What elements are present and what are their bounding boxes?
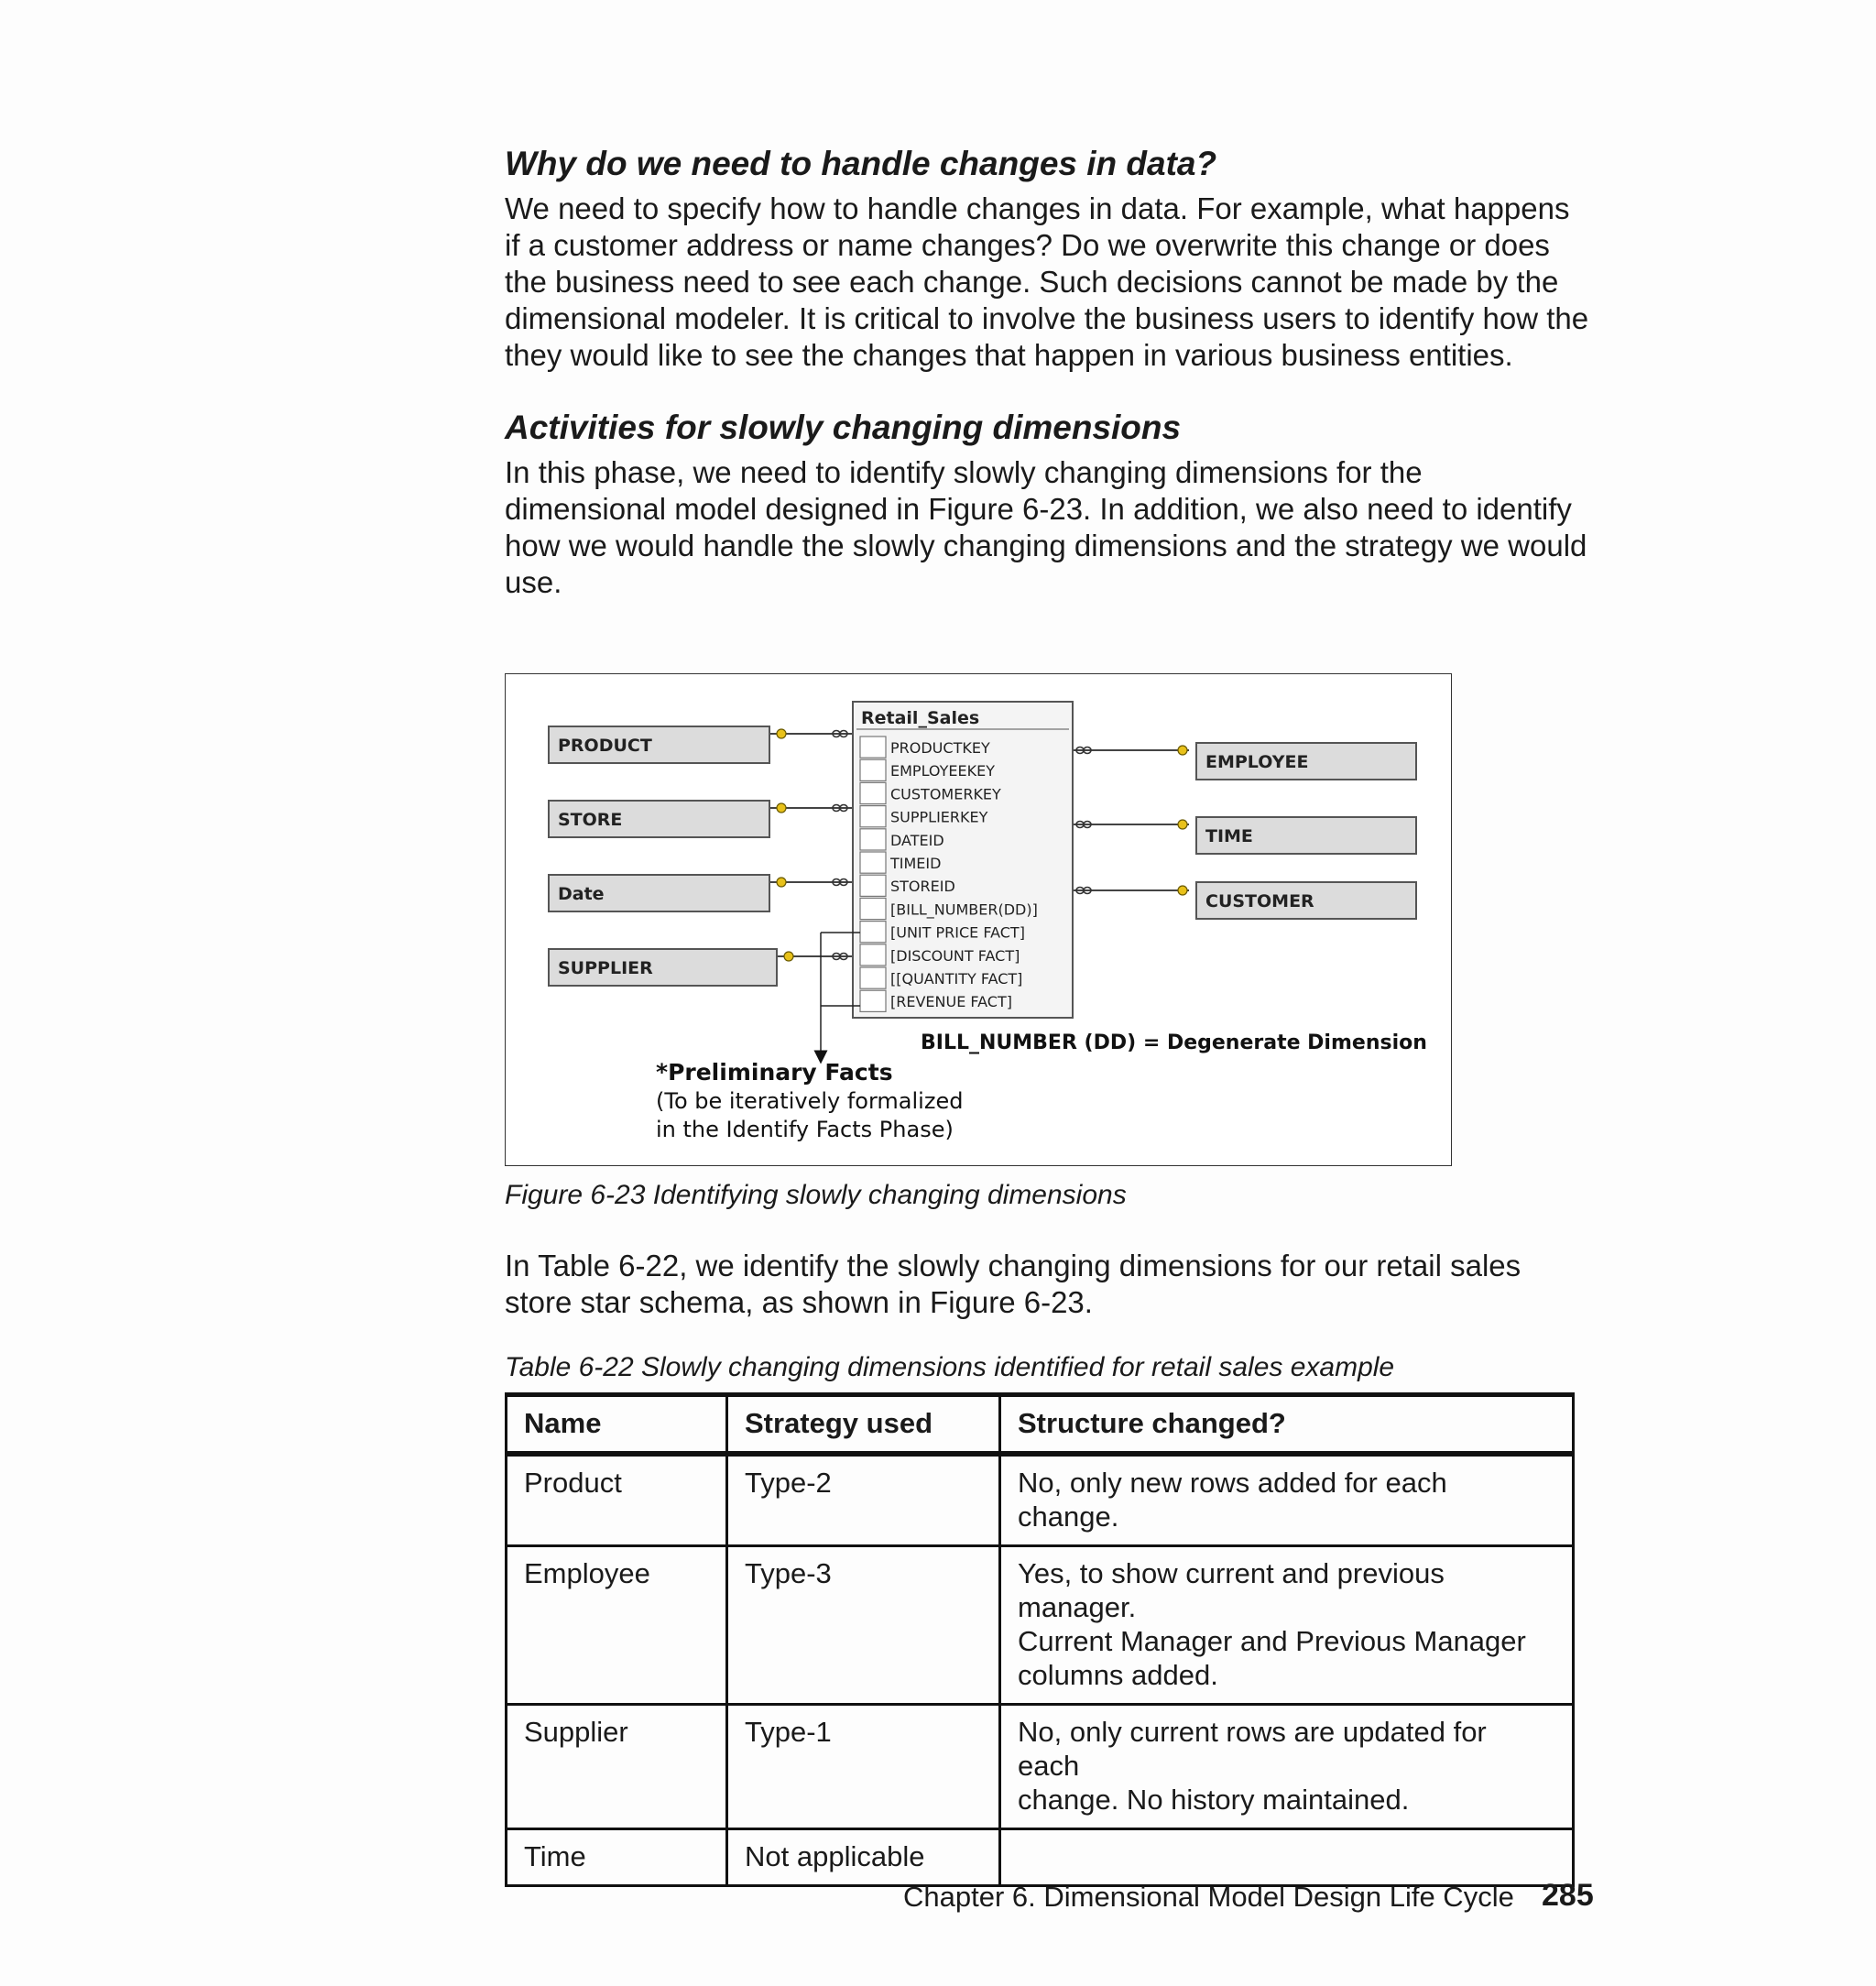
fact-column-marker [860, 782, 886, 803]
table-row [507, 1829, 1574, 1886]
dimension-label: SUPPLIER [558, 958, 653, 978]
dimension-label: STORE [558, 810, 623, 830]
fact-column-marker [860, 829, 886, 850]
cell-line: change. No history maintained. [1018, 1784, 1410, 1816]
section-heading-changes: Why do we need to handle changes in data? [505, 145, 1217, 182]
paragraph-line: dimensional modeler. It is critical to involve the business users to identify how the [505, 301, 1589, 335]
cell-strategy: Type-1 [727, 1705, 1000, 1829]
paragraph-table-intro [505, 1248, 1604, 1321]
dimension-store [549, 801, 769, 837]
paragraph-line: store star schema, as shown in Figure 6-23. [505, 1285, 1093, 1319]
cell-strategy: Type-3 [727, 1546, 1000, 1705]
paragraph-line: how we would handle the slowly changing dimensions and the strategy we would [505, 529, 1587, 562]
cell-line: columns added. [1018, 1659, 1218, 1691]
preliminary-facts-line: (To be iteratively formalized [656, 1088, 964, 1114]
fact-column: [DISCOUNT FACT] [890, 946, 1020, 965]
paragraph-line: In Table 6-22, we identify the slowly changing dimensions for our retail sales [505, 1249, 1522, 1282]
dimension-product [549, 726, 769, 763]
paragraph-line: dimensional model designed in Figure 6-23. In addition, we also need to identify [505, 492, 1572, 526]
cell-name: Time [507, 1829, 727, 1886]
dimension-date [549, 875, 769, 911]
dimension-supplier [549, 949, 777, 986]
cell-structure [1000, 1705, 1574, 1829]
fact-column-marker [860, 852, 886, 873]
table-caption: Table 6-22 Slowly changing dimensions identified for retail sales example [505, 1352, 1395, 1382]
column-header-name: Name [507, 1395, 727, 1455]
scd-table [505, 1392, 1575, 1887]
cell-structure [1000, 1454, 1574, 1546]
footer-chapter: Chapter 6. Dimensional Model Design Life Cycle [903, 1881, 1514, 1913]
table-row [507, 1454, 1574, 1546]
dimension-employee [1196, 743, 1416, 780]
fact-column: TIMEID [890, 855, 942, 872]
dimension-customer [1196, 882, 1416, 919]
cell-name: Supplier [507, 1705, 727, 1829]
fact-column: [BILL_NUMBER(DD)] [890, 900, 1038, 919]
fact-column-marker [860, 737, 886, 758]
dimension-label: PRODUCT [558, 736, 652, 756]
paragraph-changes [505, 191, 1604, 374]
paragraph-line: We need to specify how to handle changes in data. For example, what happens [505, 191, 1570, 225]
fact-column: SUPPLIERKEY [890, 808, 988, 826]
fact-column-marker [860, 898, 886, 919]
cell-structure [1000, 1829, 1574, 1886]
column-header-structure: Structure changed? [1000, 1395, 1574, 1455]
fact-column: PRODUCTKEY [890, 739, 990, 757]
cell-structure [1000, 1546, 1574, 1705]
section-heading-activities: Activities for slowly changing dimensions [505, 409, 1182, 446]
dimension-label: TIME [1205, 826, 1253, 846]
dimension-label: Date [558, 884, 605, 904]
cell-line: Current Manager and Previous Manager [1018, 1625, 1526, 1657]
column-header-strategy: Strategy used [727, 1395, 1000, 1455]
cell-name: Product [507, 1454, 727, 1546]
fact-column-marker [860, 806, 886, 827]
cell-name: Employee [507, 1546, 727, 1705]
cell-line: No, only new rows added for each change. [1018, 1467, 1447, 1533]
cell-line: Yes, to show current and previous manager. [1018, 1557, 1445, 1623]
fact-column: EMPLOYEEKEY [890, 762, 995, 780]
table-row [507, 1546, 1574, 1705]
fact-table-title: Retail_Sales [861, 708, 980, 728]
fact-column: [REVENUE FACT] [890, 993, 1012, 1011]
figure-caption: Figure 6-23 Identifying slowly changing dimensions [505, 1180, 1127, 1210]
fact-column-marker [860, 967, 886, 988]
paragraph-line: In this phase, we need to identify slowly changing dimensions for the [505, 455, 1423, 489]
fact-column-marker [860, 759, 886, 780]
star-schema-figure [505, 673, 1452, 1166]
cell-strategy: Not applicable [727, 1829, 1000, 1886]
dimension-label: CUSTOMER [1205, 891, 1314, 911]
cell-strategy: Type-2 [727, 1454, 1000, 1546]
fact-table-retail-sales [853, 702, 1073, 1018]
degenerate-dimension-note: BILL_NUMBER (DD) = Degenerate Dimension [921, 1031, 1427, 1054]
fact-column: CUSTOMERKEY [890, 785, 1001, 803]
fact-column: [[QUANTITY FACT] [890, 970, 1023, 988]
fact-column-marker [860, 990, 886, 1011]
paragraph-line: the business need to see each change. Such decisions cannot be made by the [505, 265, 1559, 299]
fact-column-marker [860, 875, 886, 896]
preliminary-facts-title: *Preliminary Facts [656, 1059, 893, 1086]
paragraph-activities [505, 454, 1604, 601]
fact-column: DATEID [890, 831, 944, 849]
fact-column: STOREID [890, 878, 955, 896]
fact-column-marker [860, 944, 886, 966]
paragraph-line: they would like to see the changes that happen in various business entities. [505, 338, 1513, 372]
paragraph-line: use. [505, 565, 562, 599]
dimension-time [1196, 817, 1416, 854]
page-number: 285 [1542, 1878, 1594, 1913]
paragraph-line: if a customer address or name changes? Do we overwrite this change or does [505, 228, 1550, 262]
fact-column: [UNIT PRICE FACT] [890, 923, 1025, 942]
dimension-label: EMPLOYEE [1205, 752, 1309, 772]
table-header-row [507, 1395, 1574, 1455]
table-row [507, 1705, 1574, 1829]
preliminary-facts-line: in the Identify Facts Phase) [656, 1117, 954, 1142]
fact-column-marker [860, 922, 886, 943]
cell-line: No, only current rows are updated for each [1018, 1716, 1487, 1782]
